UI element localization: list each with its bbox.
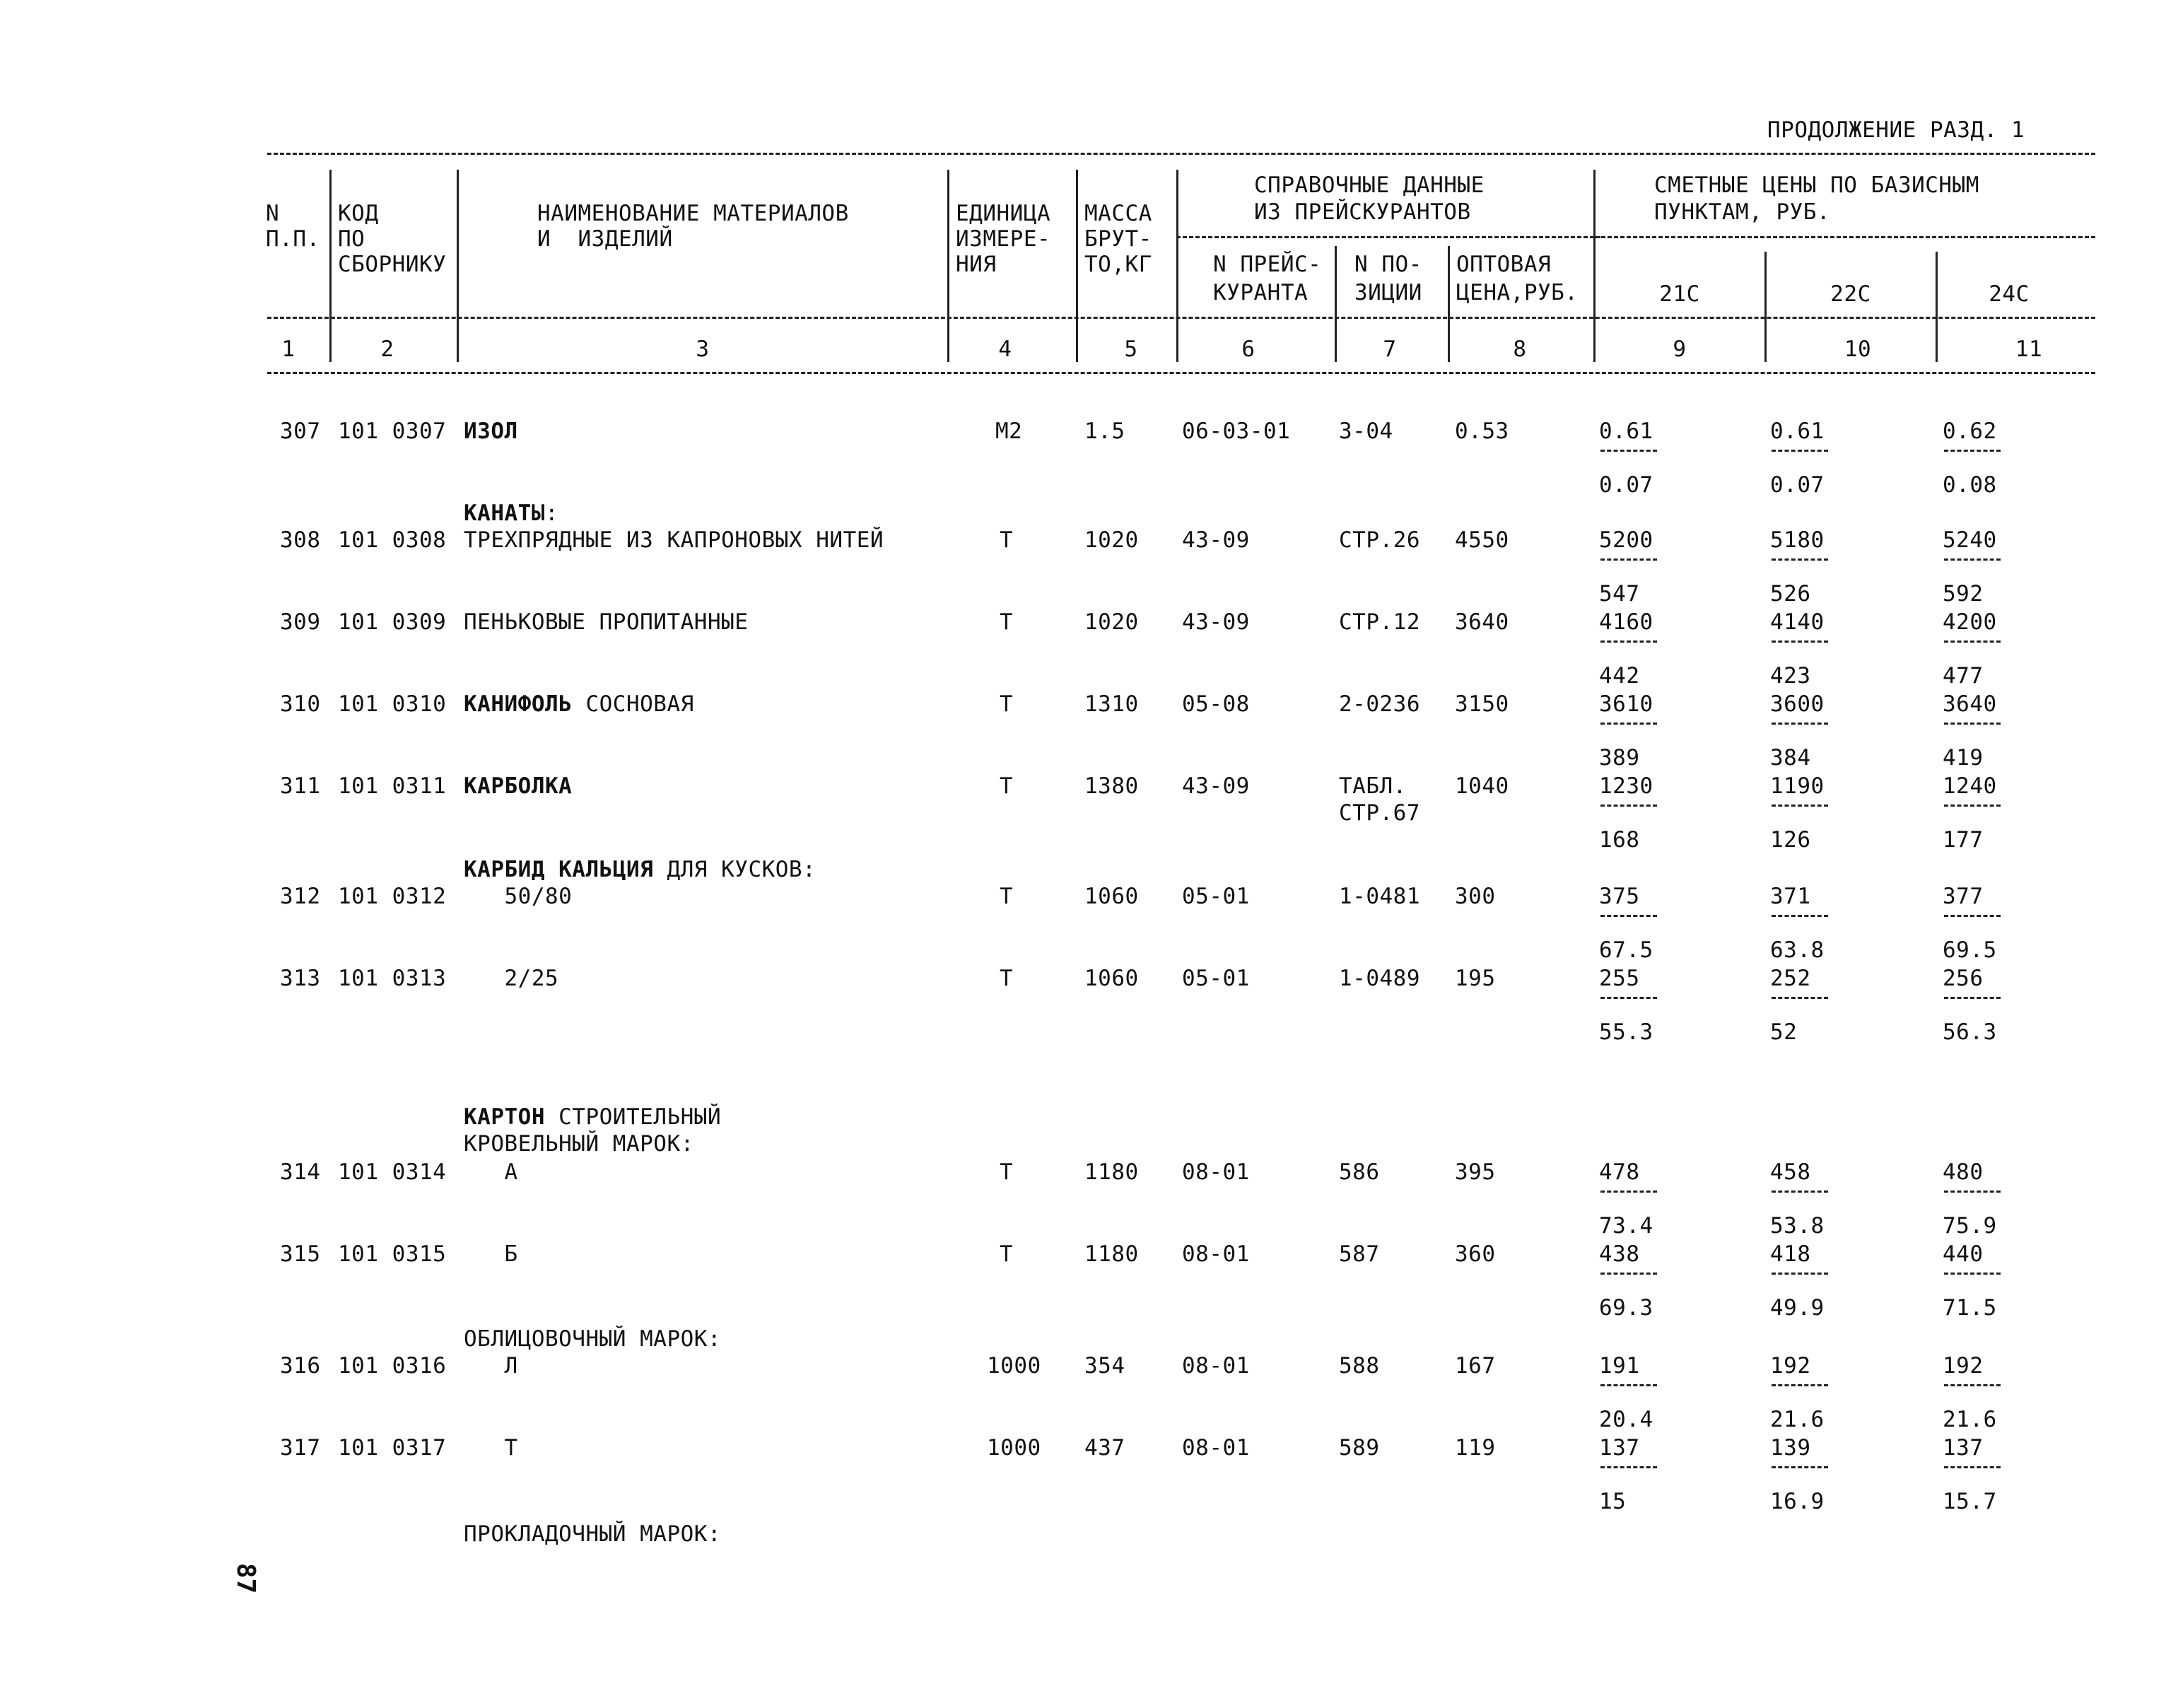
fraction-line	[1944, 1384, 2001, 1386]
cell-p22: 139	[1770, 1435, 1811, 1461]
cell-p22-transport: 126	[1770, 827, 1811, 853]
group-oblic: ОБЛИЦОВОЧНЫЙ МАРОК:	[464, 1326, 722, 1352]
cell-pos-line2: СТР.67	[1339, 800, 1420, 826]
cell-unit: Т	[1000, 884, 1014, 909]
cell-name	[464, 419, 518, 444]
cell-code: 101 0313	[338, 966, 447, 991]
group-karton: КАРТОН СТРОИТЕЛЬНЫЙ	[464, 1104, 722, 1130]
vline-2	[457, 170, 459, 362]
cell-name-regular: 50/80	[464, 884, 573, 909]
cell-p22-transport: 16.9	[1770, 1489, 1825, 1514]
cell-name-regular: ТРЕХПРЯДНЫЕ ИЗ КАПРОНОВЫХ НИТЕЙ	[464, 527, 884, 553]
cell-pos: 3-04	[1339, 419, 1393, 444]
fraction-line	[1600, 640, 1657, 643]
cell-name-regular: А	[464, 1159, 518, 1185]
cell-name-bold: ИЗОЛ	[464, 419, 518, 444]
cell-name	[464, 1435, 518, 1461]
cell-pricelist: 06-03-01	[1182, 419, 1291, 444]
fraction-line	[1772, 1273, 1828, 1275]
cell-pricelist: 08-01	[1182, 1435, 1250, 1461]
cell-name-regular: Л	[464, 1353, 518, 1379]
fraction-line	[1600, 723, 1657, 725]
fraction-line	[1944, 915, 2001, 917]
cell-p24-transport: 0.08	[1943, 472, 1997, 498]
group-prokl: ПРОКЛАДОЧНЫЙ МАРОК:	[464, 1521, 722, 1547]
cell-name	[464, 1241, 518, 1267]
cell-n: 314	[280, 1159, 321, 1185]
cell-p21: 3610	[1599, 691, 1653, 717]
cell-p22-transport: 21.6	[1770, 1407, 1825, 1432]
cell-wholesale: 167	[1455, 1353, 1496, 1379]
cell-p22: 418	[1770, 1241, 1811, 1267]
fraction-line	[1600, 450, 1657, 452]
cell-p21-transport: 15	[1599, 1489, 1627, 1514]
cell-name-regular: Б	[464, 1241, 518, 1267]
cell-mass: 1380	[1084, 773, 1139, 799]
cell-pos: 588	[1339, 1353, 1380, 1379]
header-col9: 21С	[1659, 281, 1700, 307]
cell-mass: 1060	[1084, 884, 1139, 909]
fraction-line	[1600, 1384, 1657, 1386]
vline-3	[947, 170, 949, 362]
cell-p22-transport: 53.8	[1770, 1213, 1825, 1239]
cell-name-bold: КАРБОЛКА	[464, 773, 573, 799]
cell-p21: 191	[1599, 1353, 1640, 1379]
cell-wholesale: 360	[1455, 1241, 1496, 1267]
cell-p21: 1230	[1599, 773, 1653, 799]
cell-pos: 2-0236	[1339, 691, 1420, 717]
cell-p21: 255	[1599, 966, 1640, 991]
vline-8	[1593, 170, 1596, 362]
cell-code: 101 0310	[338, 691, 447, 717]
group-kanaty: КАНАТЫ:	[464, 501, 559, 526]
header-col11: 24С	[1989, 281, 2030, 307]
cell-pricelist: 08-01	[1182, 1353, 1250, 1379]
cell-p21-transport: 442	[1599, 663, 1640, 689]
cell-p22: 252	[1770, 966, 1811, 991]
cell-n: 313	[280, 966, 321, 991]
cell-p24: 256	[1943, 966, 1984, 991]
cell-wholesale: 3640	[1455, 609, 1509, 635]
cell-wholesale: 3150	[1455, 691, 1509, 717]
cell-p22: 0.61	[1770, 419, 1825, 444]
continuation-label: ПРОДОЛЖЕНИЕ РАЗД. 1	[1767, 117, 2025, 143]
cell-p24-transport: 56.3	[1943, 1019, 1997, 1045]
cell-name	[464, 773, 572, 799]
cell-unit: Т	[1000, 527, 1014, 553]
group-karbid: КАРБИД КАЛЬЦИЯ ДЛЯ КУСКОВ:	[464, 857, 816, 882]
cell-name	[464, 609, 748, 635]
fraction-line	[1944, 997, 2001, 999]
cell-name-regular: ПЕНЬКОВЫЕ ПРОПИТАННЫЕ	[464, 609, 749, 635]
ref-group-rule	[1176, 236, 1600, 238]
cell-p21-transport: 389	[1599, 745, 1640, 771]
cell-p21-transport: 20.4	[1599, 1407, 1653, 1432]
fraction-line	[1600, 558, 1657, 561]
cell-p24: 192	[1943, 1353, 1984, 1379]
cell-code: 101 0311	[338, 773, 447, 799]
cell-wholesale: 395	[1455, 1159, 1496, 1185]
cell-wholesale: 119	[1455, 1435, 1496, 1461]
fraction-line	[1600, 915, 1657, 917]
fraction-line	[1944, 1466, 2001, 1468]
cell-p24-transport: 71.5	[1943, 1295, 1997, 1321]
vline-5	[1176, 170, 1178, 362]
cell-pos: 589	[1339, 1435, 1380, 1461]
cell-name	[464, 966, 558, 991]
cell-p24-transport: 15.7	[1943, 1489, 1997, 1514]
cell-pricelist: 08-01	[1182, 1159, 1250, 1185]
fraction-line	[1772, 1191, 1828, 1193]
cell-pos: 1-0481	[1339, 884, 1420, 909]
vline-7	[1448, 246, 1450, 362]
cell-mass: 1180	[1084, 1159, 1139, 1185]
cell-p22-transport: 423	[1770, 663, 1811, 689]
cell-code: 101 0312	[338, 884, 447, 909]
cell-wholesale: 0.53	[1455, 419, 1509, 444]
cell-wholesale: 4550	[1455, 527, 1509, 553]
cell-p22-transport: 49.9	[1770, 1295, 1825, 1321]
cell-name-regular: 2/25	[464, 966, 559, 991]
cell-pricelist: 05-08	[1182, 691, 1250, 717]
fraction-line	[1944, 450, 2001, 452]
cell-p24-transport: 419	[1943, 745, 1984, 771]
cell-p24: 137	[1943, 1435, 1984, 1461]
cell-p24-transport: 477	[1943, 663, 1984, 689]
cell-p22: 458	[1770, 1159, 1811, 1185]
cell-p24-transport: 177	[1943, 827, 1984, 853]
cell-name-regular: Т	[464, 1435, 518, 1461]
cell-code: 101 0315	[338, 1241, 447, 1267]
cell-pos: СТР.26	[1339, 527, 1420, 553]
cell-mass: 1310	[1084, 691, 1139, 717]
header-top-rule	[267, 153, 2095, 155]
cell-mass: 1060	[1084, 966, 1139, 991]
cell-p21: 0.61	[1599, 419, 1653, 444]
cell-n: 315	[280, 1241, 321, 1267]
vline-9	[1764, 252, 1767, 362]
cell-p24: 377	[1943, 884, 1984, 909]
cell-pricelist: 08-01	[1182, 1241, 1250, 1267]
cell-n: 308	[280, 527, 321, 553]
cell-unit: Т	[1000, 1159, 1014, 1185]
cell-unit: 1000	[987, 1435, 1041, 1461]
cell-mass: 1180	[1084, 1241, 1139, 1267]
cell-pos: 1-0489	[1339, 966, 1420, 991]
cell-p21-transport: 168	[1599, 827, 1640, 853]
cell-p24-transport: 69.5	[1943, 937, 1997, 963]
fraction-line	[1944, 1273, 2001, 1275]
cell-p24: 440	[1943, 1241, 1984, 1267]
fraction-line	[1772, 640, 1828, 643]
cell-code: 101 0307	[338, 419, 447, 444]
cell-pos: 587	[1339, 1241, 1380, 1267]
fraction-line	[1772, 450, 1828, 452]
fraction-line	[1600, 997, 1657, 999]
cell-p22-transport: 63.8	[1770, 937, 1825, 963]
header-col10: 22С	[1830, 281, 1871, 307]
cell-unit: 1000	[987, 1353, 1041, 1379]
cell-p22: 4140	[1770, 609, 1825, 635]
vline-1	[329, 170, 332, 362]
fraction-line	[1944, 1191, 2001, 1193]
cell-p22: 3600	[1770, 691, 1825, 717]
fraction-line	[1944, 640, 2001, 643]
cell-wholesale: 1040	[1455, 773, 1509, 799]
cell-p22-transport: 526	[1770, 581, 1811, 607]
fraction-line	[1600, 1191, 1657, 1193]
cell-unit: Т	[1000, 966, 1014, 991]
cell-n: 307	[280, 419, 321, 444]
cell-n: 309	[280, 609, 321, 635]
cell-unit: М2	[995, 419, 1023, 444]
vline-6	[1335, 246, 1337, 362]
cell-p22-transport: 384	[1770, 745, 1811, 771]
cell-p24-transport: 75.9	[1943, 1213, 1997, 1239]
fraction-line	[1944, 558, 2001, 561]
fraction-line	[1772, 558, 1828, 561]
cell-p21: 5200	[1599, 527, 1653, 553]
cell-p24: 5240	[1943, 527, 1997, 553]
cell-code: 101 0309	[338, 609, 447, 635]
cell-p21: 375	[1599, 884, 1640, 909]
cell-wholesale: 300	[1455, 884, 1496, 909]
vline-4	[1076, 170, 1078, 362]
cell-p24-transport: 21.6	[1943, 1407, 1997, 1432]
cell-code: 101 0314	[338, 1159, 447, 1185]
fraction-line	[1600, 1273, 1657, 1275]
cell-mass: 437	[1084, 1435, 1125, 1461]
cell-p24: 1240	[1943, 773, 1997, 799]
cell-pos: СТР.12	[1339, 609, 1420, 635]
cell-pos: ТАБЛ.	[1339, 773, 1407, 799]
cell-mass: 1020	[1084, 527, 1139, 553]
fraction-line	[1772, 1384, 1828, 1386]
cell-unit: Т	[1000, 773, 1014, 799]
cell-p22: 1190	[1770, 773, 1825, 799]
cell-p21-transport: 55.3	[1599, 1019, 1653, 1045]
cell-pricelist: 43-09	[1182, 527, 1250, 553]
cell-p22: 5180	[1770, 527, 1825, 553]
fraction-line	[1772, 723, 1828, 725]
prices-group-rule	[1595, 236, 2095, 238]
cell-mass: 1020	[1084, 609, 1139, 635]
cell-p21: 438	[1599, 1241, 1640, 1267]
cell-p24: 0.62	[1943, 419, 1997, 444]
cell-unit: Т	[1000, 609, 1014, 635]
cell-pricelist: 43-09	[1182, 773, 1250, 799]
cell-name-bold: КАНИФОЛЬ	[464, 691, 573, 717]
cell-p21: 478	[1599, 1159, 1640, 1185]
cell-p22: 192	[1770, 1353, 1811, 1379]
cell-n: 316	[280, 1353, 321, 1379]
cell-name	[464, 1353, 518, 1379]
cell-name	[464, 1159, 518, 1185]
cell-p21-transport: 69.3	[1599, 1295, 1653, 1321]
cell-pricelist: 05-01	[1182, 966, 1250, 991]
cell-p22-transport: 0.07	[1770, 472, 1825, 498]
cell-n: 317	[280, 1435, 321, 1461]
cell-p22: 371	[1770, 884, 1811, 909]
cell-n: 310	[280, 691, 321, 717]
cell-unit: Т	[1000, 691, 1014, 717]
fraction-line	[1772, 805, 1828, 807]
cell-name	[464, 527, 884, 553]
cell-p24: 3640	[1943, 691, 1997, 717]
cell-n: 312	[280, 884, 321, 909]
cell-p21-transport: 73.4	[1599, 1213, 1653, 1239]
cell-p21-transport: 0.07	[1599, 472, 1653, 498]
cell-p21: 4160	[1599, 609, 1653, 635]
header-bottom-rule	[267, 372, 2095, 374]
cell-unit: Т	[1000, 1241, 1014, 1267]
fraction-line	[1944, 805, 2001, 807]
fraction-line	[1772, 1466, 1828, 1468]
cell-wholesale: 195	[1455, 966, 1496, 991]
cell-pos: 586	[1339, 1159, 1380, 1185]
page-number: 87	[231, 1562, 261, 1594]
cell-p21: 137	[1599, 1435, 1640, 1461]
cell-mass: 354	[1084, 1353, 1125, 1379]
cell-name	[464, 884, 572, 909]
header-divider-rule	[267, 317, 2095, 319]
cell-code: 101 0316	[338, 1353, 447, 1379]
cell-mass: 1.5	[1084, 419, 1125, 444]
group-karton-krovel: КРОВЕЛЬНЫЙ МАРОК:	[464, 1131, 694, 1157]
cell-name-regular: СОСНОВАЯ	[572, 691, 694, 717]
vline-10	[1936, 252, 1938, 362]
cell-p21-transport: 67.5	[1599, 937, 1653, 963]
cell-code: 101 0308	[338, 527, 447, 553]
cell-p24: 4200	[1943, 609, 1997, 635]
fraction-line	[1944, 723, 2001, 725]
cell-p24: 480	[1943, 1159, 1984, 1185]
fraction-line	[1772, 915, 1828, 917]
fraction-line	[1600, 805, 1657, 807]
cell-p21-transport: 547	[1599, 581, 1640, 607]
fraction-line	[1600, 1466, 1657, 1468]
cell-code: 101 0317	[338, 1435, 447, 1461]
cell-p22-transport: 52	[1770, 1019, 1798, 1045]
cell-pricelist: 05-01	[1182, 884, 1250, 909]
cell-n: 311	[280, 773, 321, 799]
fraction-line	[1772, 997, 1828, 999]
cell-name	[464, 691, 694, 717]
cell-p24-transport: 592	[1943, 581, 1984, 607]
cell-pricelist: 43-09	[1182, 609, 1250, 635]
